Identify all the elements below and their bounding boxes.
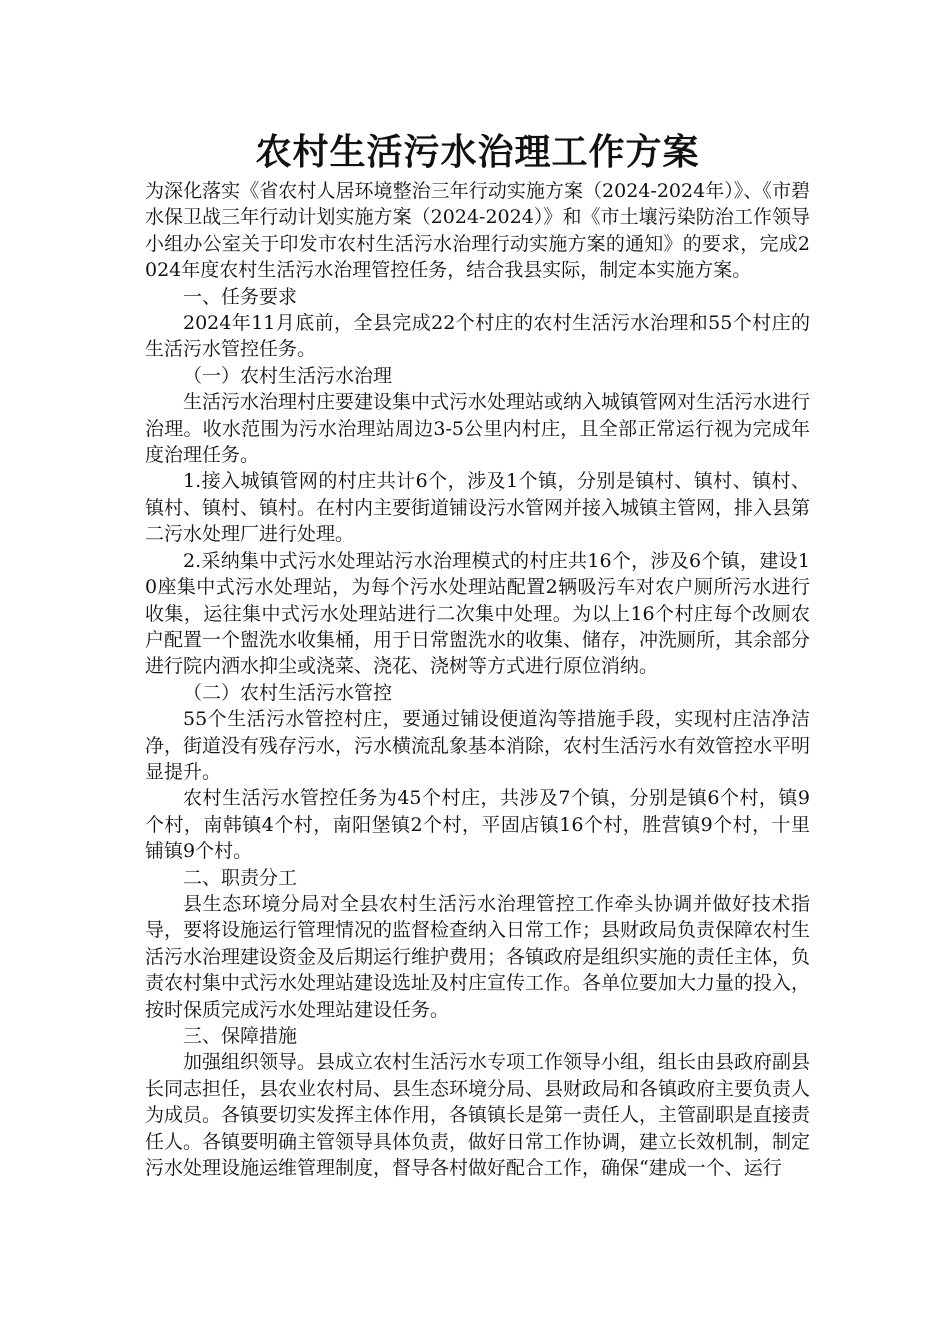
section-heading-task-requirements: 一、任务要求 <box>183 285 298 308</box>
document-page <box>145 128 810 1181</box>
responsibilities-paragraph: 县生态环境分局对全县农村生活污水治理管控工作牵头协调并做好技术指导，要将设施运行管理情况的监督检查纳入日常工作；县财政局负责保障农村生活污水治理建设资金及后期运行维护费用；各镇政府是组织实施的责任主体，负责农村集中式污水处理站建设选址及村庄宣传工作。各单位要加大力量的投入，按时保质完成污水处理站建设任务。 <box>145 892 811 1021</box>
sewage-treatment-paragraph: 生活污水治理村庄要建设集中式污水处理站或纳入城镇管网对生活污水进行治理。收水范围为污水治理站周边3-5公里内村庄，且全部正常运行视为完成年度治理任务。 <box>145 391 811 467</box>
document-title: 农村生活污水治理工作方案 <box>255 131 700 173</box>
sewage-control-paragraph-2: 农村生活污水管控任务为45个村庄，共涉及7个镇，分别是镇6个村，镇9个村，南韩镇4个村，南阳堡镇2个村，平固店镇16个村，胜营镇9个村，十里铺镇9个村。 <box>145 787 810 863</box>
subsection-heading-sewage-treatment: （一）农村生活污水治理 <box>183 364 393 387</box>
sewage-treatment-item-1: 1.接入城镇管网的村庄共计6个，涉及1个镇，分别是镇村、镇村、镇村、镇村、镇村、镇村。在村内主要街道铺设污水管网并接入城镇主管网，排入县第二污水处理厂进行处理。 <box>145 470 811 546</box>
section-heading-responsibilities: 二、职责分工 <box>183 866 298 889</box>
subsection-heading-sewage-control: （二）农村生活污水管控 <box>183 681 393 704</box>
section-heading-safeguards: 三、保障措施 <box>183 1025 298 1047</box>
sewage-treatment-item-2: 2.采纳集中式污水处理站污水治理模式的村庄共16个，涉及6个镇，建设10座集中式污水处理站，为每个污水处理站配置2辆吸污车对农户厕所污水进行收集，运往集中式污水处理站进行二次集中处理。为以上16个村庄每个改厕农户配置一个盥洗水收集桶，用于日常盥洗水的收集、储存，冲洗厕所，其余部分进行院内洒水抑尘或浇菜、浇花、浇树等方式进行原位消纳。 <box>145 549 811 678</box>
sewage-control-paragraph-1: 55个生活污水管控村庄，要通过铺设便道沟等措施手段，实现村庄洁净洁净，街道没有残存污水，污水横流乱象基本消除，农村生活污水有效管控水平明显提升。 <box>145 708 811 783</box>
task-requirements-paragraph: 2024年11月底前，全县完成22个村庄的农村生活污水治理和55个村庄的生活污水管控任务。 <box>145 312 810 361</box>
safeguards-paragraph: 加强组织领导。县成立农村生活污水专项工作领导小组，组长由县政府副县长同志担任，县农业农村局、县生态环境分局、县财政局和各镇政府主要负责人为成员。各镇要切实发挥主体作用，各镇镇长是第一责任人，主管副职是直接责任人。各镇要明确主管领导具体负责，做好日常工作协调，建立长效机制，制定污水处理设施运维管理制度，督导各村做好配合工作，确保“建成一个、运行 <box>145 1051 811 1180</box>
intro-paragraph: 为深化落实《省农村人居环境整治三年行动实施方案（2024-2024年）》、《市碧水保卫战三年行动计划实施方案（2024-2024）》和《市土壤污染防治工作领导小组办公室关于印发市农村生活污水治理行动实施方案的通知》的要求，完成2024年度农村生活污水治理管控任务，结合我县实际，制定本实施方案。 <box>145 180 810 282</box>
